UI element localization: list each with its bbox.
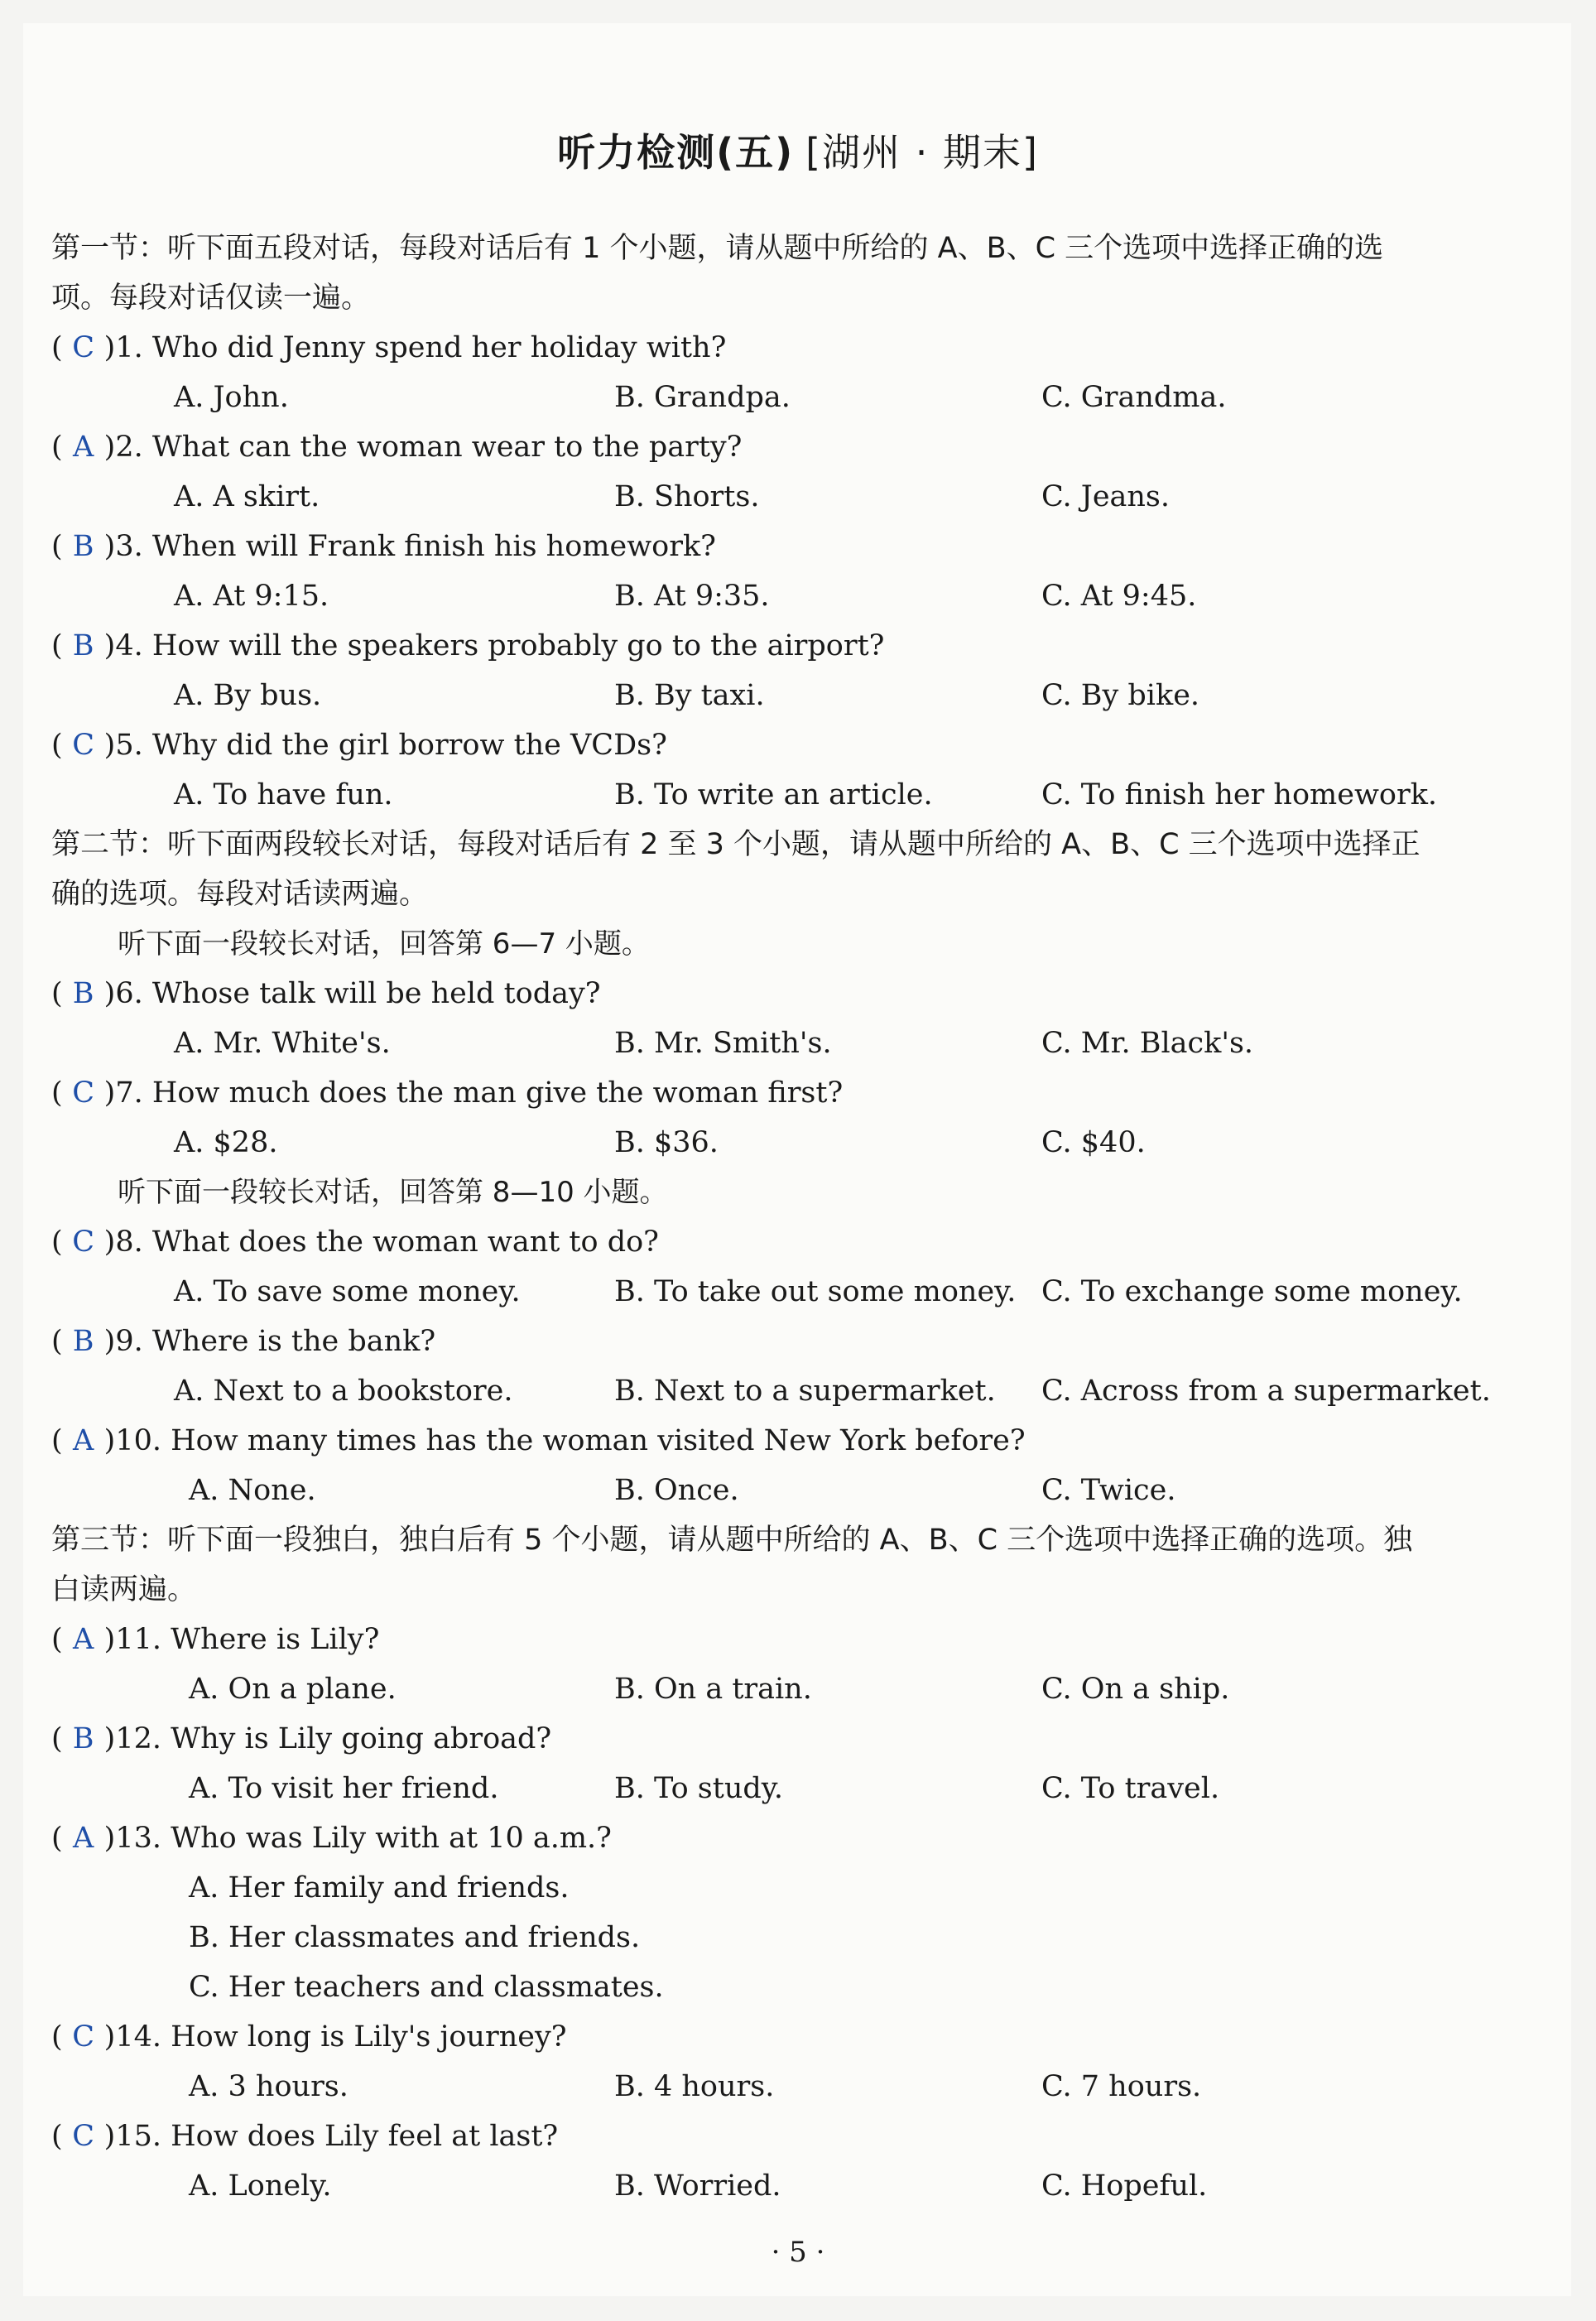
options-12 [51,1764,1508,1813]
option-4c: C. By bike. [1041,679,1200,712]
option-8c: C. To exchange some money. [1041,1275,1463,1308]
option-2b: B. Shorts. [614,480,760,513]
option-2c: C. Jeans. [1041,480,1171,513]
section1-heading-cont: 项。每段对话仅读一遍。 [51,282,371,315]
section2-intro-1: 听下面一段较长对话，回答第 6—7 小题。 [118,927,650,961]
question-text-13: 13. Who was Lily with at 10 a.m.? [115,1822,612,1855]
answer-9: B [72,1325,94,1358]
option-12a: A. To visit her friend. [189,1772,499,1805]
question-text-11: 11. Where is Lily? [115,1623,380,1656]
option-4a: A. By bus. [174,679,322,712]
page-number: · 5 · [771,2236,825,2269]
options-9 [51,1366,1508,1416]
options-2 [51,472,1508,522]
options-5 [51,770,1508,820]
answer-7: C [72,1076,95,1110]
option-7b: B. $36. [614,1126,719,1159]
option-1c: C. Grandma. [1041,381,1227,414]
option-6c: C. Mr. Black's. [1041,1027,1254,1060]
question-13: ( A )13. Who was Lily with at 10 a.m.? [51,1813,1508,1863]
option-8a: A. To save some money. [174,1275,521,1308]
section3-heading: 第三节：听下面一段独白，独白后有 5 个小题，请从题中所给的 A、B、C 三个选项中选择正确的选项。独 [51,1524,1413,1557]
option-11c: C. On a ship. [1041,1673,1230,1706]
option-7a: A. $28. [174,1126,278,1159]
option-5c: C. To finish her homework. [1041,778,1438,811]
question-7: ( C )7. How much does the man give the woman first? [51,1068,1508,1118]
option-4b: B. By taxi. [614,679,765,712]
answer-8: C [72,1226,95,1259]
option-9a: A. Next to a bookstore. [174,1375,513,1408]
question-text-10: 10. How many times has the woman visited New York before? [115,1424,1026,1457]
question-text-12: 12. Why is Lily going abroad? [115,1722,552,1755]
answer-10: A [73,1424,94,1457]
question-text-2: 2. What can the woman wear to the party? [115,431,743,464]
question-6: ( B )6. Whose talk will be held today? [51,969,1508,1018]
title-text: 听力检测(五) [557,130,795,175]
option-5b: B. To write an article. [614,778,933,811]
options-7 [51,1118,1508,1168]
question-3: ( B )3. When will Frank finish his homework? [51,522,1508,571]
option-10c: C. Twice. [1041,1474,1176,1507]
option-9c: C. Across from a supermarket. [1041,1375,1491,1408]
question-10: ( A )10. How many times has the woman visited New York before? [51,1416,1508,1466]
answer-3: B [72,530,94,563]
option-14b: B. 4 hours. [614,2070,775,2103]
option-3a: A. At 9:15. [174,580,329,613]
option-7c: C. $40. [1041,1126,1146,1159]
section2-heading-cont: 确的选项。每段对话读两遍。 [51,878,429,911]
answer-5: C [72,729,95,762]
option-13a: A. Her family and friends. [189,1871,570,1904]
option-6b: B. Mr. Smith's. [614,1027,832,1060]
option-12c: C. To travel. [1041,1772,1220,1805]
question-text-14: 14. How long is Lily's journey? [115,2020,567,2054]
answer-14: C [72,2020,95,2054]
answer-13: A [73,1822,94,1855]
option-13b: B. Her classmates and friends. [189,1921,641,1954]
options-3 [51,571,1508,621]
answer-6: B [72,977,94,1010]
options-8 [51,1267,1508,1317]
option-15b: B. Worried. [614,2169,781,2203]
option-2a: A. A skirt. [174,480,320,513]
options-1 [51,373,1508,422]
question-11: ( A )11. Where is Lily? [51,1615,1508,1664]
option-15a: A. Lonely. [189,2169,332,2203]
question-2: ( A )2. What can the woman wear to the party? [51,422,1508,472]
options-6 [51,1018,1508,1068]
answer-11: A [73,1623,94,1656]
option-11b: B. On a train. [614,1673,812,1706]
question-9: ( B )9. Where is the bank? [51,1317,1508,1366]
question-text-3: 3. When will Frank finish his homework? [115,530,716,563]
page-title [0,123,1596,177]
options-11 [51,1664,1508,1714]
section2-heading: 第二节：听下面两段较长对话，每段对话后有 2 至 3 个小题，请从题中所给的 A、B、C 三个选项中选择正 [51,828,1421,861]
question-5: ( C )5. Why did the girl borrow the VCDs? [51,720,1508,770]
option-15c: C. Hopeful. [1041,2169,1208,2203]
option-3c: C. At 9:45. [1041,580,1197,613]
exam-content [51,224,1508,2211]
option-14a: A. 3 hours. [189,2070,349,2103]
options-4 [51,671,1508,720]
answer-1: C [72,331,95,364]
answer-4: B [72,629,94,662]
option-5a: A. To have fun. [174,778,393,811]
option-13c: C. Her teachers and classmates. [189,1971,664,2004]
question-12: ( B )12. Why is Lily going abroad? [51,1714,1508,1764]
question-4: ( B )4. How will the speakers probably go to the airport? [51,621,1508,671]
question-text-7: 7. How much does the man give the woman first? [115,1076,844,1110]
question-14: ( C )14. How long is Lily's journey? [51,2012,1508,2062]
section2-intro-2: 听下面一段较长对话，回答第 8—10 小题。 [118,1176,668,1209]
question-text-1: 1. Who did Jenny spend her holiday with? [115,331,727,364]
option-14c: C. 7 hours. [1041,2070,1202,2103]
question-8: ( C )8. What does the woman want to do? [51,1217,1508,1267]
options-14 [51,2062,1508,2112]
option-10a: A. None. [189,1474,316,1507]
question-text-15: 15. How does Lily feel at last? [115,2120,559,2153]
answer-15: C [72,2120,95,2153]
option-12b: B. To study. [614,1772,784,1805]
question-text-4: 4. How will the speakers probably go to the airport? [115,629,885,662]
question-text-8: 8. What does the woman want to do? [115,1226,659,1259]
question-text-9: 9. Where is the bank? [115,1325,436,1358]
option-10b: B. Once. [614,1474,739,1507]
question-1: ( C )1. Who did Jenny spend her holiday with? [51,323,1508,373]
options-15 [51,2161,1508,2211]
options-10 [51,1466,1508,1515]
question-text-6: 6. Whose talk will be held today? [115,977,601,1010]
section3-heading-cont: 白读两遍。 [51,1573,197,1606]
answer-2: A [73,431,94,464]
section1-heading: 第一节：听下面五段对话，每段对话后有 1 个小题，请从题中所给的 A、B、C 三个选项中选择正确的选 [51,232,1384,265]
option-1a: A. John. [174,381,289,414]
answer-12: B [72,1722,94,1755]
option-8b: B. To take out some money. [614,1275,1017,1308]
option-6a: A. Mr. White's. [174,1027,391,1060]
question-15: ( C )15. How does Lily feel at last? [51,2112,1508,2161]
option-1b: B. Grandpa. [614,381,791,414]
question-text-5: 5. Why did the girl borrow the VCDs? [115,729,667,762]
title-tag: [湖州 · 期末] [805,130,1039,175]
option-9b: B. Next to a supermarket. [614,1375,996,1408]
option-11a: A. On a plane. [189,1673,397,1706]
option-3b: B. At 9:35. [614,580,770,613]
